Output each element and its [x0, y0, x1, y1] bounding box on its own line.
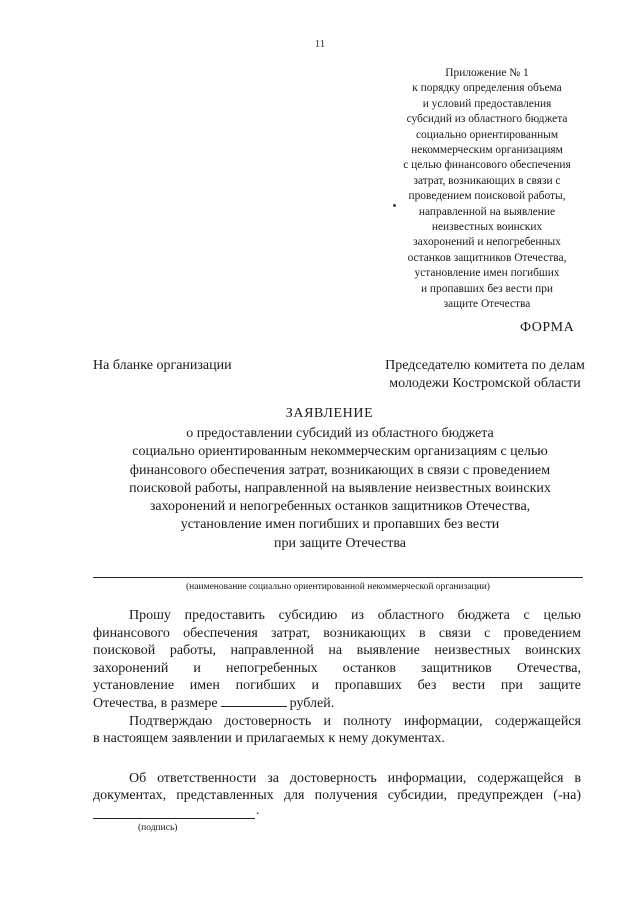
signature-field[interactable]: [93, 818, 255, 819]
page-number: 11: [314, 38, 326, 50]
appendix-line: останков защитников Отечества,: [407, 251, 567, 264]
amount-suffix: рублей.: [289, 695, 335, 711]
confirmation-line: Подтверждаю достоверность и полноту информации, содержащейся: [129, 713, 581, 729]
subject-line: поисковой работы, направленной на выявление неизвестных воинских: [129, 480, 551, 496]
appendix-line: защите Отечества: [443, 298, 531, 311]
document-title: ЗАЯВЛЕНИЕ: [285, 406, 374, 421]
responsibility-line: Об ответственности за достоверность информации, содержащейся в: [129, 770, 581, 786]
appendix-line: Приложение № 1: [445, 67, 529, 79]
appendix-line: некоммерческим организациям: [411, 144, 563, 157]
appendix-line: захоронений и непогребенных: [413, 236, 561, 249]
appendix-line: и пропавших без вести при: [420, 282, 554, 295]
subject-line: социально ориентированным некоммерческим организациям с целью: [132, 444, 548, 460]
signature-caption: (подпись): [138, 823, 178, 833]
request-line: Прошу предоставить субсидию из областного бюджета с целью: [129, 608, 581, 623]
appendix-line: к порядку определения объема: [412, 82, 562, 95]
confirmation-line: в настоящем заявлении и прилагаемых к нему документах.: [93, 731, 445, 747]
signature-terminator: .: [256, 803, 260, 818]
request-amount-line: [93, 695, 581, 713]
amount-field[interactable]: [221, 695, 287, 707]
letterhead-note: На бланке организации: [93, 358, 232, 373]
appendix-line: социально ориентированным: [415, 128, 559, 141]
appendix-line: с целью финансового обеспечения: [403, 159, 571, 172]
document-subject: [100, 425, 580, 553]
request-line: захоронений и непогребенных останков защитников Отечества,: [93, 660, 581, 676]
request-line: финансового обеспечения затрат, возникающих в связи с проведением: [93, 625, 581, 641]
request-line: установление имен погибших и пропавших без вести при защите: [93, 678, 581, 694]
appendix-line: субсидий из областного бюджета: [406, 113, 568, 126]
subject-line: захоронений и непогребенных останков защитников Отечества,: [149, 499, 531, 515]
subject-line: установление имен погибших и пропавших без вести: [180, 517, 500, 533]
amount-prefix: Отечества, в размере: [93, 695, 218, 711]
organization-name-caption: (наименование социально ориентированной некоммерческой организации): [186, 582, 490, 592]
subject-line: финансового обеспечения затрат, возникающих в связи с проведением: [129, 462, 551, 478]
appendix-line: направленной на выявление: [418, 205, 556, 218]
request-line: поисковой работы, направленной на выявление неизвестных воинских: [93, 643, 581, 659]
addressee-block: [360, 357, 610, 393]
responsibility-line: документах, представленных для получения субсидии, предупрежден (-на): [93, 788, 581, 804]
application-body: [93, 607, 581, 805]
appendix-line: затрат, возникающих в связи с: [413, 174, 561, 187]
subject-line: при защите Отечества: [273, 535, 406, 551]
addressee-line: Председателю комитета по делам: [385, 358, 585, 373]
addressee-line: молодежи Костромской области: [389, 376, 581, 391]
appendix-line: и условий предоставления: [422, 97, 552, 110]
organization-name-field[interactable]: [93, 577, 583, 578]
form-label: ФОРМА: [520, 320, 575, 335]
appendix-line: установление имен погибших: [414, 267, 560, 280]
appendix-block: [372, 66, 602, 313]
appendix-line: неизвестных воинских: [431, 221, 543, 234]
appendix-line: проведением поисковой работы,: [408, 190, 566, 203]
scan-speck: [393, 204, 396, 207]
subject-line: о предоставлении субсидий из областного бюджета: [186, 426, 494, 441]
